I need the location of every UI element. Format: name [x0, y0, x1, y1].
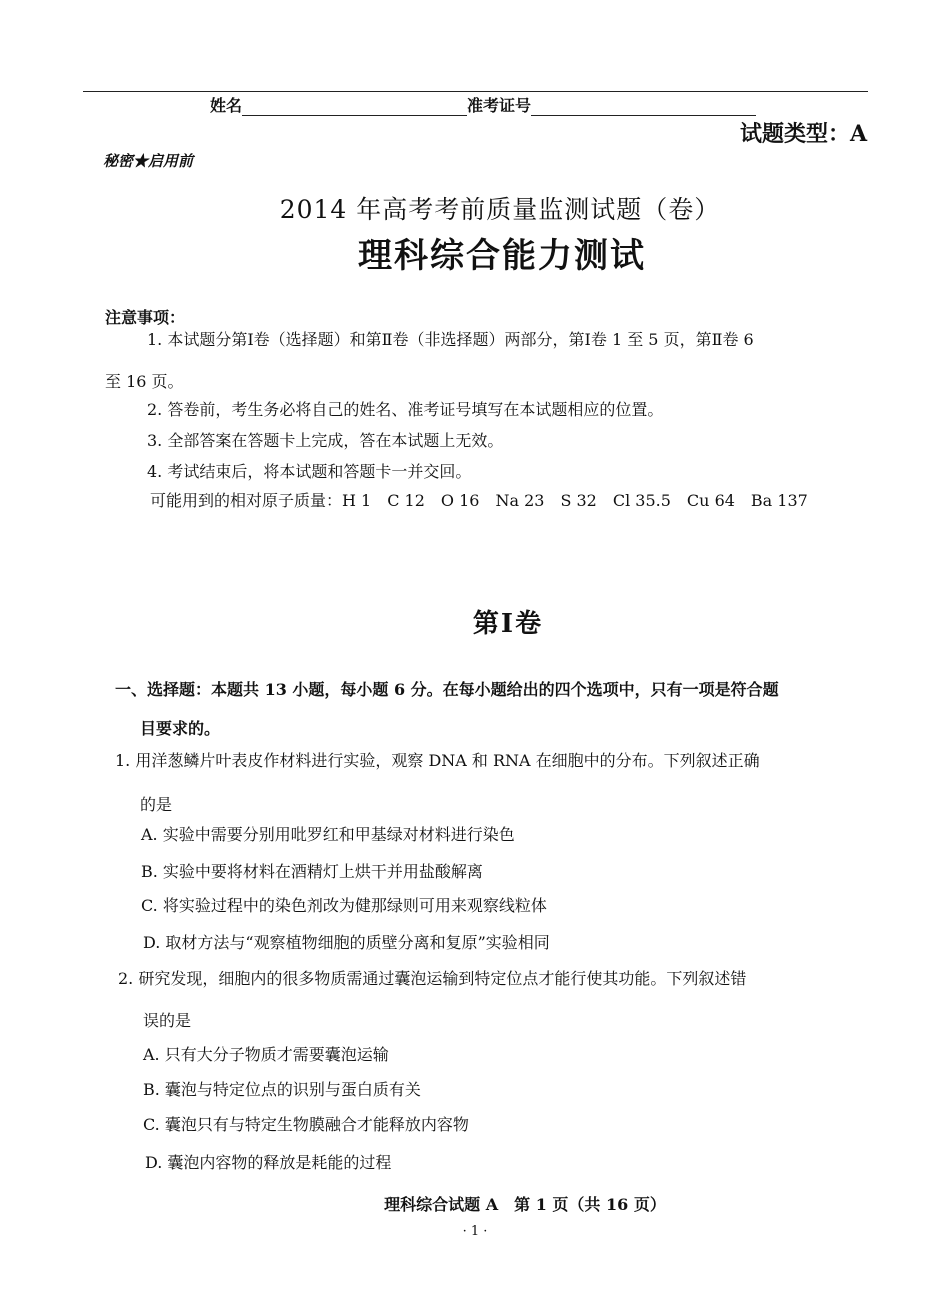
section-title: 第Ⅰ卷	[472, 609, 544, 639]
candidate-info-row	[210, 93, 756, 116]
note-item-1: 1. 本试题分第Ⅰ卷（选择题）和第Ⅱ卷（非选择题）两部分，第Ⅰ卷 1 至 5 页，第Ⅱ卷 6	[147, 330, 754, 349]
section-instruction: 一、选择题：本题共 13 小题，每小题 6 分。在每小题给出的四个选项中，只有一项是符合题	[115, 680, 779, 699]
top-rule	[83, 91, 868, 92]
name-label: 姓名	[210, 96, 243, 115]
exam-subtitle: 2014 年高考考前质量监测试题（卷）	[279, 195, 721, 224]
question-1-option-c: C. 将实验过程中的染色剂改为健那绿则可用来观察线粒体	[141, 896, 547, 915]
note-item-2: 2. 答卷前，考生务必将自己的姓名、准考证号填写在本试题相应的位置。	[147, 400, 664, 419]
section-instruction-cont: 目要求的。	[140, 719, 221, 738]
exam-title: 理科综合能力测试	[358, 236, 646, 276]
page-footer: 理科综合试题 A 第 1 页（共 16 页）	[384, 1195, 666, 1214]
question-2-option-d: D. 囊泡内容物的释放是耗能的过程	[145, 1153, 392, 1172]
paper-type: 试题类型：A	[740, 121, 868, 147]
question-2-option-c: C. 囊泡只有与特定生物膜融合才能释放内容物	[143, 1115, 469, 1134]
question-2-stem: 2. 研究发现，细胞内的很多物质需通过囊泡运输到特定位点才能行使其功能。下列叙述错	[118, 969, 747, 988]
question-2-option-a: A. 只有大分子物质才需要囊泡运输	[143, 1045, 389, 1064]
atomic-masses: 可能用到的相对原子质量：H 1 C 12 O 16 Na 23 S 32 Cl 35.5 Cu 64 Ba 137	[150, 491, 808, 510]
secret-mark: 秘密★启用前	[103, 152, 194, 170]
notes-heading: 注意事项：	[105, 308, 186, 327]
note-item-3: 3. 全部答案在答题卡上完成，答在本试题上无效。	[147, 431, 504, 450]
question-1-option-a: A. 实验中需要分别用吡罗红和甲基绿对材料进行染色	[141, 825, 515, 844]
question-2-stem-cont: 误的是	[143, 1011, 192, 1030]
exam-number-blank	[531, 101, 756, 116]
question-1-stem-cont: 的是	[140, 795, 173, 814]
question-1-option-b: B. 实验中要将材料在酒精灯上烘干并用盐酸解离	[141, 862, 483, 881]
note-item-4: 4. 考试结束后，将本试题和答题卡一并交回。	[147, 462, 472, 481]
exam-number-label: 准考证号	[467, 96, 532, 115]
note-item-1-cont: 至 16 页。	[105, 372, 184, 391]
page-number: · 1 ·	[462, 1224, 488, 1239]
question-1-stem: 1. 用洋葱鳞片叶表皮作材料进行实验，观察 DNA 和 RNA 在细胞中的分布。下列叙述正确	[115, 751, 760, 770]
name-blank	[242, 101, 467, 116]
question-2-option-b: B. 囊泡与特定位点的识别与蛋白质有关	[143, 1080, 421, 1099]
question-1-option-d: D. 取材方法与“观察植物细胞的质壁分离和复原”实验相同	[143, 933, 550, 952]
